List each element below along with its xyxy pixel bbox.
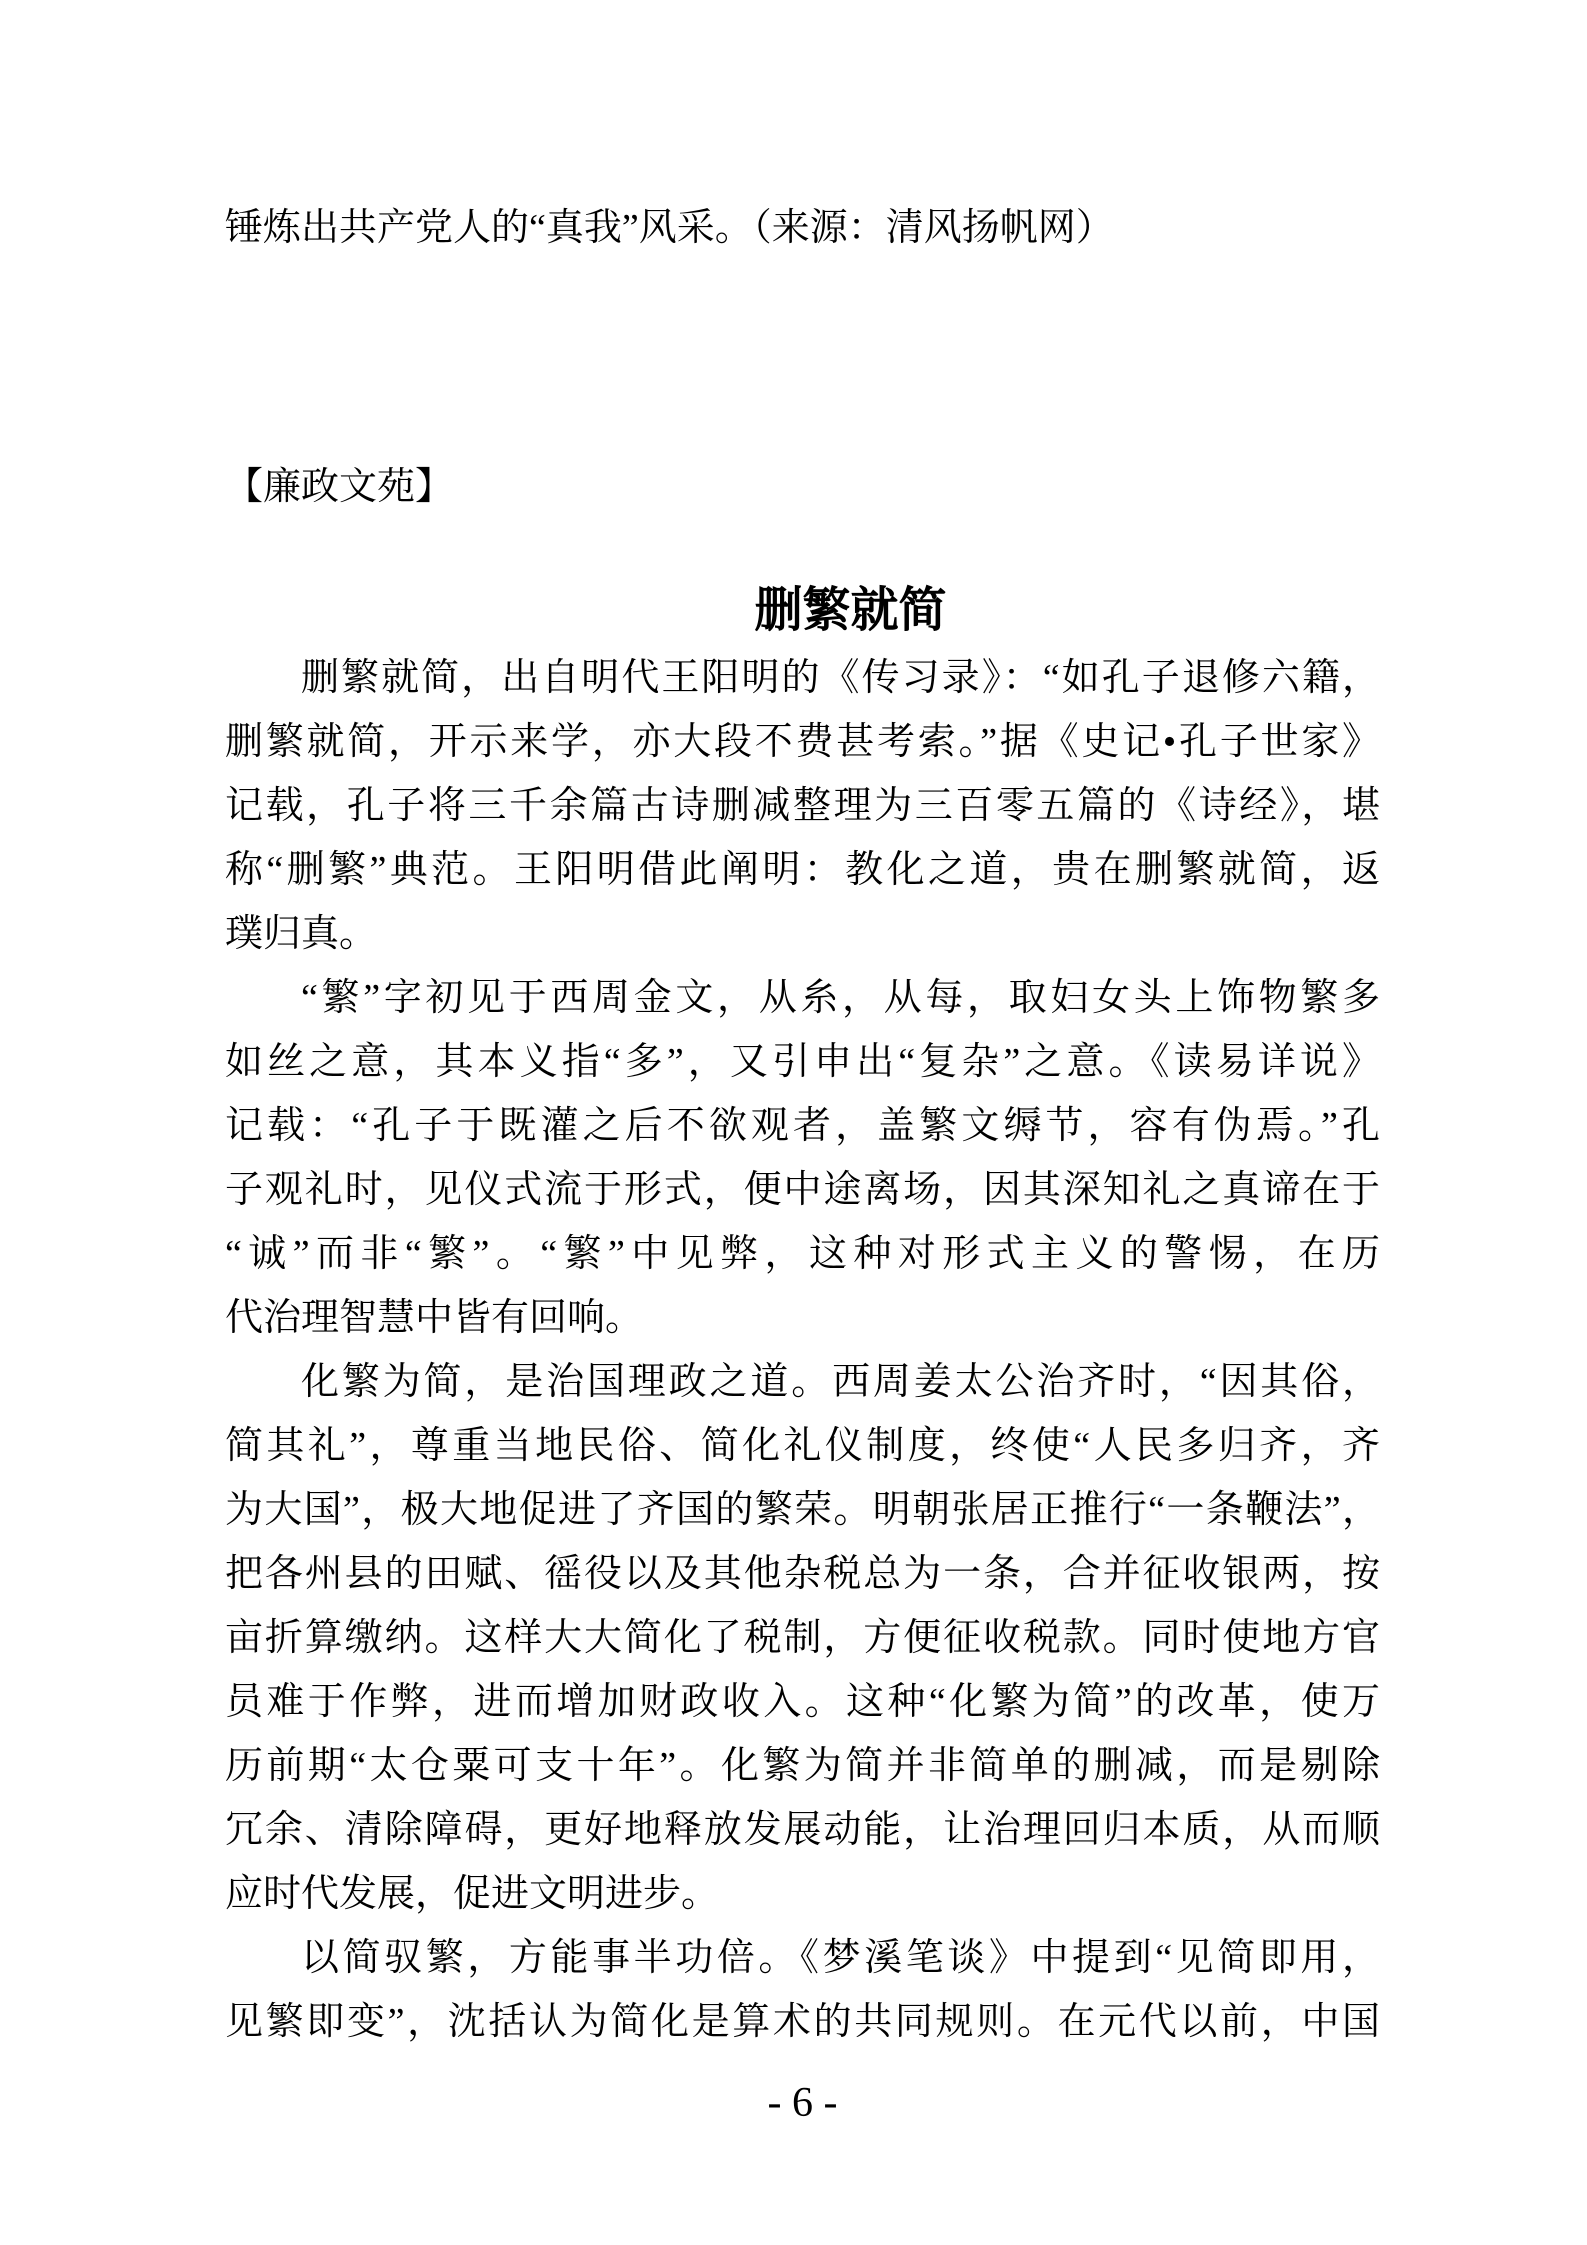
body-line: “繁”字初见于西周金文，从糸，从每，取妇女头上饰物繁多 xyxy=(301,977,1380,1019)
page-footer xyxy=(225,2071,1380,2135)
body-line: 为大国”，极大地促进了齐国的繁荣。明朝张居正推行“一条鞭法”， xyxy=(225,1489,1380,1531)
body-line: 删繁就简，出自明代王阳明的《传习录》：“如孔子退修六籍， xyxy=(301,657,1380,699)
body-line: 以简驭繁，方能事半功倍。《梦溪笔谈》中提到“见简即用， xyxy=(301,1937,1380,1979)
section-header: 【廉政文苑】 xyxy=(225,466,454,508)
article-body xyxy=(225,646,1380,2054)
body-line: 把各州县的田赋、徭役以及其他杂税总为一条，合并征收银两，按 xyxy=(225,1553,1380,1595)
continuation-line: 锤炼出共产党人的“真我”风采。（来源：清风扬帆网） xyxy=(225,207,1114,249)
body-line: 简其礼”，尊重当地民俗、简化礼仪制度，终使“人民多归齐，齐 xyxy=(225,1425,1380,1467)
article-title: 删繁就简 xyxy=(754,584,947,637)
body-line: 璞归真。 xyxy=(225,913,378,955)
body-line: 亩折算缴纳。这样大大简化了税制，方便征收税款。同时使地方官 xyxy=(225,1617,1380,1659)
body-line: 删繁就简，开示来学，亦大段不费甚考索。”据《史记•孔子世家》 xyxy=(225,721,1380,763)
body-line: 冗余、清除障碍，更好地释放发展动能，让治理回归本质，从而顺 xyxy=(225,1809,1380,1851)
body-line: 称“删繁”典范。王阳明借此阐明：教化之道，贵在删繁就简，返 xyxy=(225,849,1380,891)
body-line: 记载，孔子将三千余篇古诗删减整理为三百零五篇的《诗经》，堪 xyxy=(225,785,1380,827)
body-line: 代治理智慧中皆有回响。 xyxy=(225,1297,644,1339)
body-line: 记载：“孔子于既灌之后不欲观者，盖繁文缛节，容有伪焉。”孔 xyxy=(225,1105,1380,1147)
body-line: 员难于作弊，进而增加财政收入。这种“化繁为简”的改革，使万 xyxy=(225,1681,1380,1723)
body-line: 应时代发展，促进文明进步。 xyxy=(225,1873,720,1915)
body-line: 见繁即变”，沈括认为简化是算术的共同规则。在元代以前，中国 xyxy=(225,2001,1380,2043)
page-number: - 6 - xyxy=(767,2080,838,2126)
body-line: “诚”而非“繁”。“繁”中见弊，这种对形式主义的警惕，在历 xyxy=(225,1233,1380,1275)
body-line: 如丝之意，其本义指“多”，又引申出“复杂”之意。《读易详说》 xyxy=(225,1041,1380,1083)
body-line: 化繁为简，是治国理政之道。西周姜太公治齐时，“因其俗， xyxy=(301,1361,1380,1403)
body-line: 历前期“太仓粟可支十年”。化繁为简并非简单的删减，而是剔除 xyxy=(225,1745,1380,1787)
body-line: 子观礼时，见仪式流于形式，便中途离场，因其深知礼之真谛在于 xyxy=(225,1169,1380,1211)
